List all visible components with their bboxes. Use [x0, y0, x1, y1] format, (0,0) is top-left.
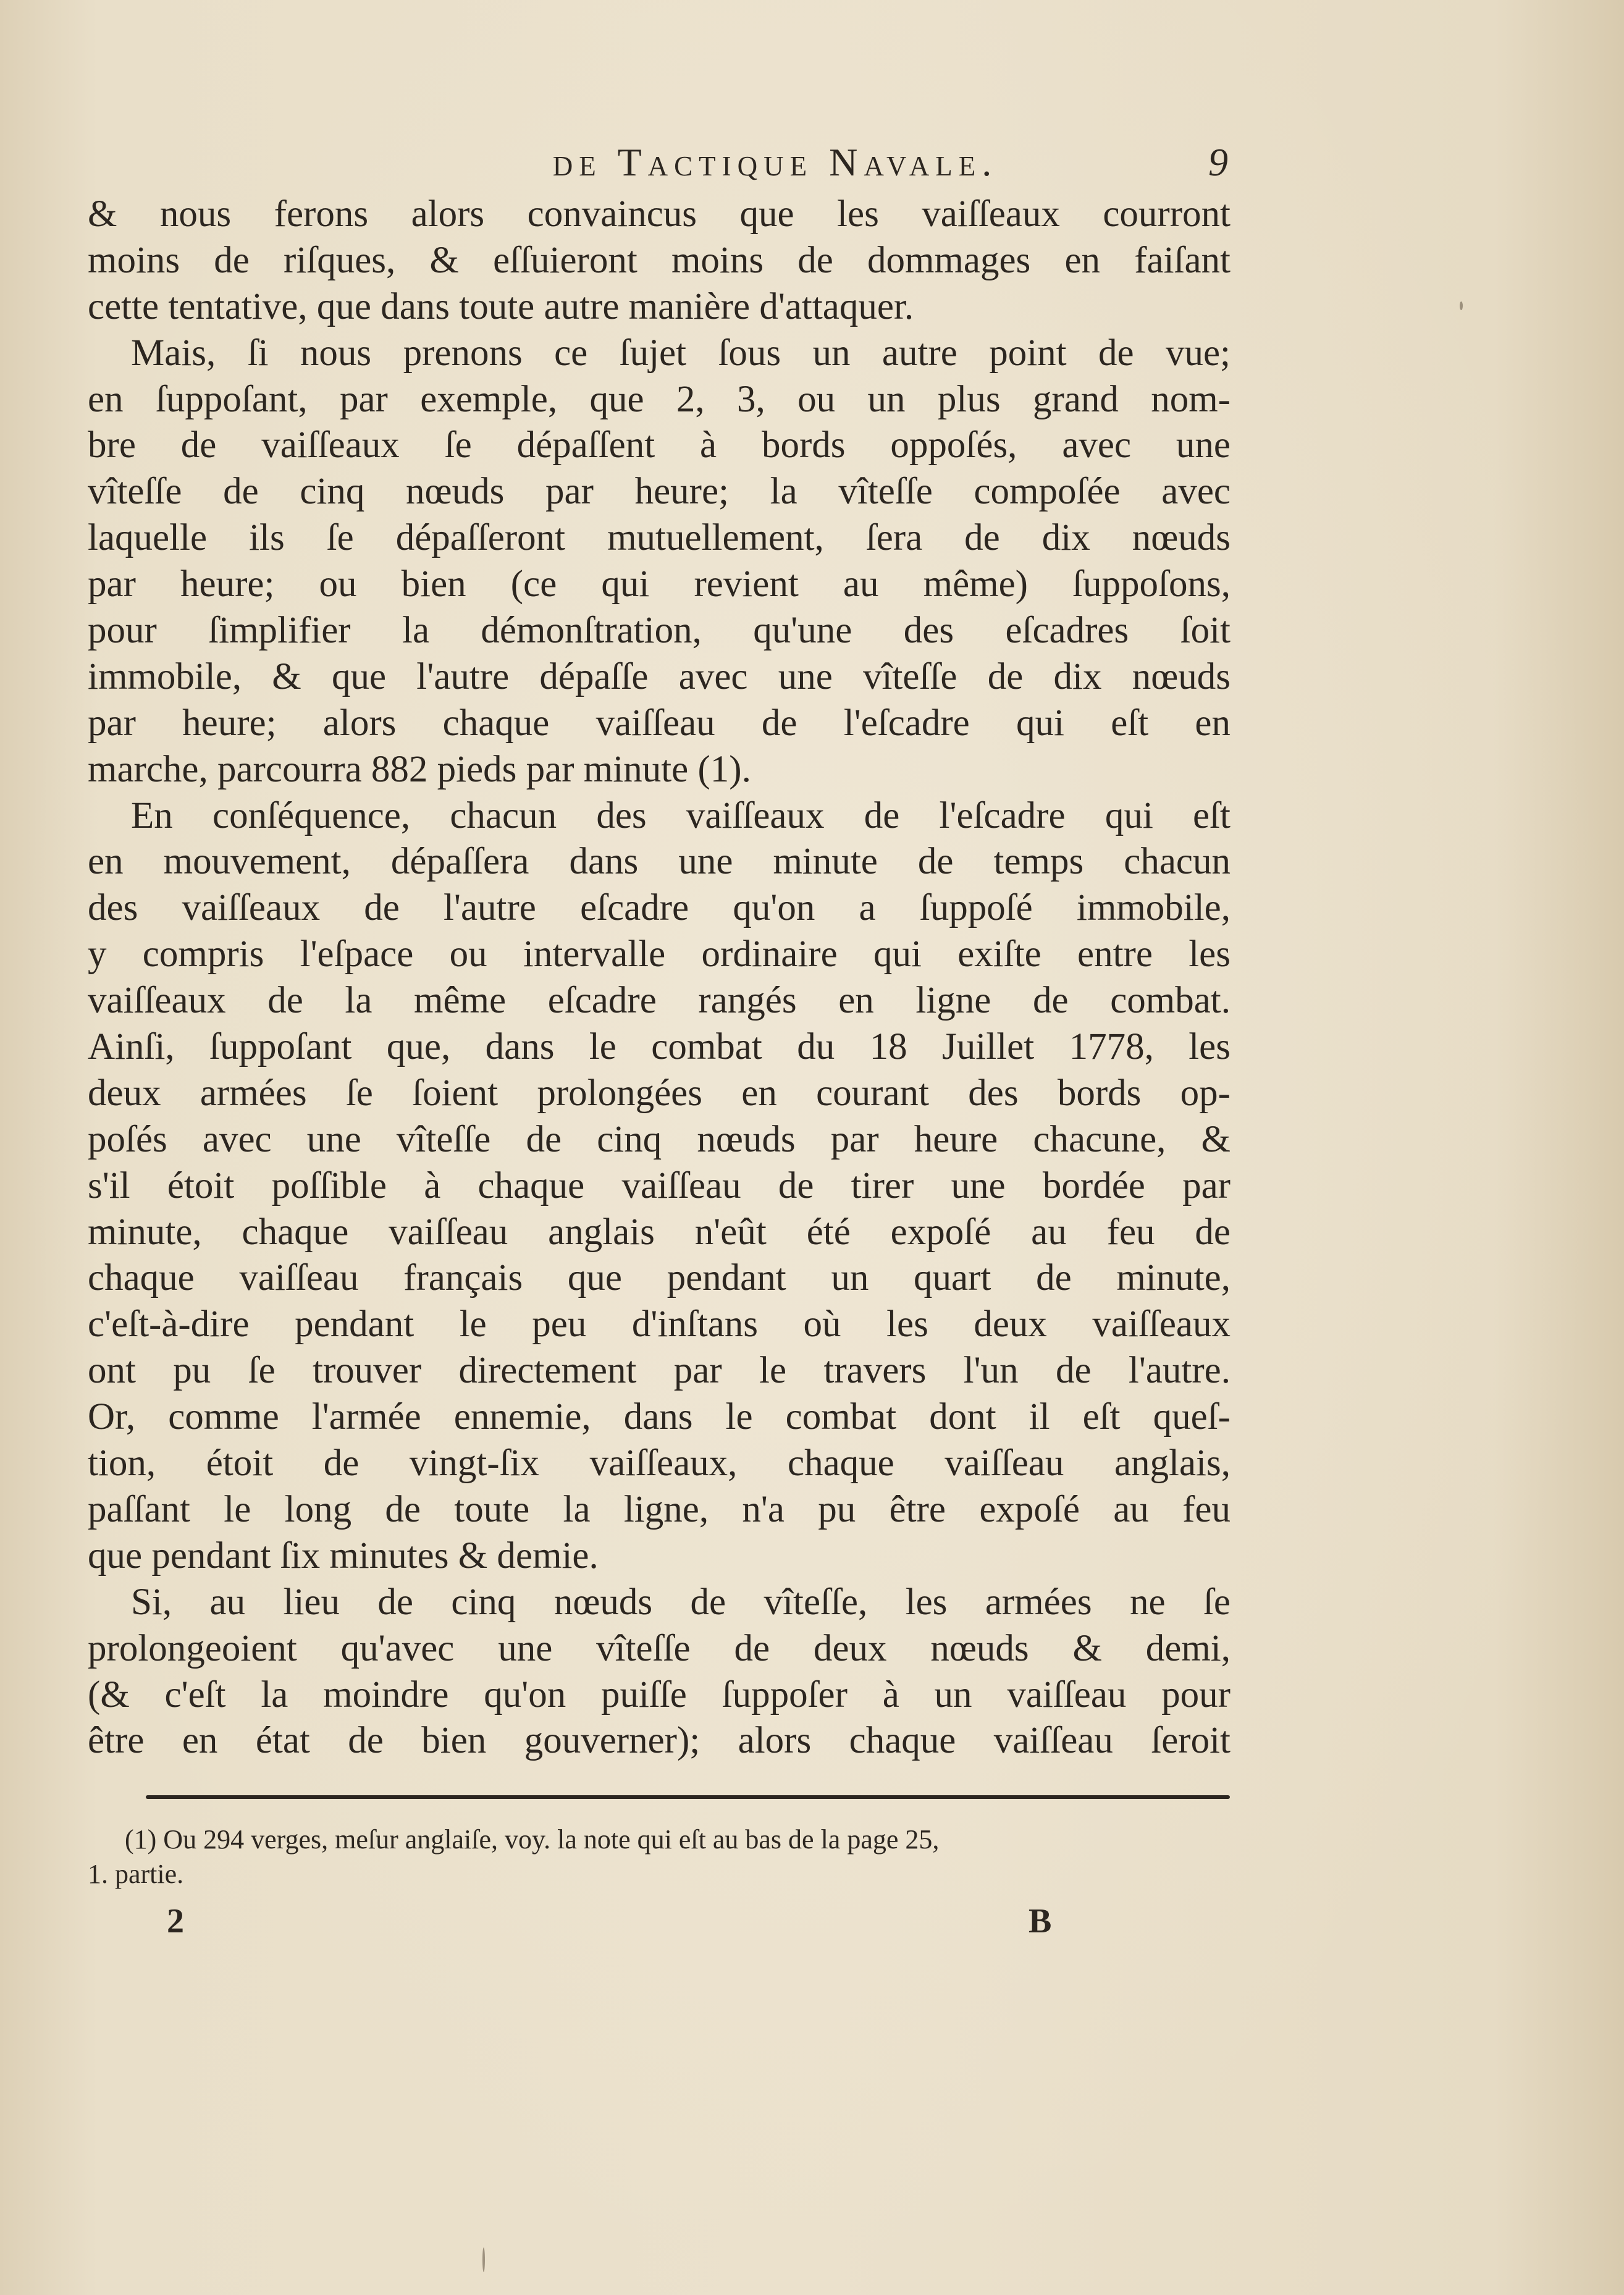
body-text	[88, 192, 1231, 1764]
text-line: s'il étoit poſſible à chaque vaiſſeau de tirer une bordée par	[88, 1164, 1231, 1206]
signature-mark: 2	[167, 1902, 184, 1940]
text-line: moins de riſques, & eſſuieront moins de dommages en faiſant	[88, 239, 1231, 281]
text-line: deux armées ſe ſoient prolongées en courant des bords op-	[88, 1072, 1231, 1114]
text-line: Mais, ſi nous prenons ce ſujet ſous un autre point de vue;	[131, 332, 1231, 374]
text-line: chaque vaiſſeau français que pendant un quart de minute,	[88, 1257, 1231, 1299]
text-line: vîteſſe de cinq nœuds par heure; la vîteſſe compoſée avec	[88, 471, 1231, 513]
paper-speck	[482, 2247, 485, 2272]
catchword: B	[1029, 1902, 1052, 1940]
footnote	[88, 1822, 1231, 1892]
text-line: tion, étoit de vingt-ſix vaiſſeaux, chaque vaiſſeau anglais,	[88, 1442, 1231, 1484]
footnote-line: (1) Ou 294 verges, meſur anglaiſe, voy. la note qui eſt au bas de la page 25,	[125, 1824, 940, 1855]
text-line: bre de vaiſſeaux ſe dépaſſent à bords oppoſés, avec une	[88, 424, 1231, 466]
text-line: marche, parcourra 882 pieds par minute (1).	[88, 748, 751, 790]
text-line: ont pu ſe trouver directement par le travers l'un de l'autre.	[88, 1350, 1231, 1392]
text-line: Si, au lieu de cinq nœuds de vîteſſe, les armées ne ſe	[131, 1581, 1231, 1623]
text-line: c'eſt-à-dire pendant le peu d'inſtans où les deux vaiſſeaux	[88, 1303, 1231, 1345]
text-line: minute, chaque vaiſſeau anglais n'eût été expoſé au feu de	[88, 1211, 1231, 1253]
footnote-rule	[146, 1795, 1230, 1799]
text-line: (& c'eſt la moindre qu'on puiſſe ſuppoſer à un vaiſſeau pour	[88, 1674, 1231, 1716]
text-line: paſſant le long de toute la ligne, n'a pu être expoſé au feu	[88, 1488, 1231, 1530]
text-line: Or, comme l'armée ennemie, dans le combat dont il eſt queſ-	[88, 1396, 1231, 1438]
text-line: y compris l'eſpace ou intervalle ordinaire qui exiſte entre les	[88, 933, 1231, 975]
text-line: poſés avec une vîteſſe de cinq nœuds par heure chacune, &	[88, 1118, 1231, 1160]
text-line: prolongeoient qu'avec une vîteſſe de deux nœuds & demi,	[88, 1627, 1231, 1669]
text-line: par heure; ou bien (ce qui revient au même) ſuppoſons,	[88, 563, 1231, 605]
paper-speck	[1460, 301, 1463, 310]
text-line: laquelle ils ſe dépaſſeront mutuellement, ſera de dix nœuds	[88, 517, 1231, 559]
text-line: Ainſi, ſuppoſant que, dans le combat du 18 Juillet 1778, les	[88, 1026, 1231, 1068]
text-line: pour ſimplifier la démonſtration, qu'une des eſcadres ſoit	[88, 610, 1231, 652]
text-line: en ſuppoſant, par exemple, que 2, 3, ou un plus grand nom-	[88, 378, 1231, 420]
text-line: que pendant ſix minutes & demie.	[88, 1535, 599, 1577]
text-line: vaiſſeaux de la même eſcadre rangés en ligne de combat.	[88, 980, 1231, 1022]
running-title: de Tactique Navale.	[552, 140, 998, 184]
footnote-line: 1. partie.	[88, 1859, 184, 1889]
text-line: des vaiſſeaux de l'autre eſcadre qu'on a ſuppoſé immobile,	[88, 887, 1231, 929]
page-number: 9	[1208, 140, 1228, 184]
text-line: & nous ferons alors convaincus que les vaiſſeaux courront	[88, 193, 1231, 235]
text-line: En conſéquence, chacun des vaiſſeaux de l'eſcadre qui eſt	[131, 794, 1231, 836]
text-line: en mouvement, dépaſſera dans une minute de temps chacun	[88, 841, 1231, 883]
text-line: par heure; alors chaque vaiſſeau de l'eſcadre qui eſt en	[88, 702, 1231, 744]
text-line: immobile, & que l'autre dépaſſe avec une vîteſſe de dix nœuds	[88, 655, 1231, 697]
text-line: être en état de bien gouverner); alors chaque vaiſſeau ſeroit	[88, 1720, 1231, 1762]
text-line: cette tentative, que dans toute autre manière d'attaquer.	[88, 285, 914, 327]
